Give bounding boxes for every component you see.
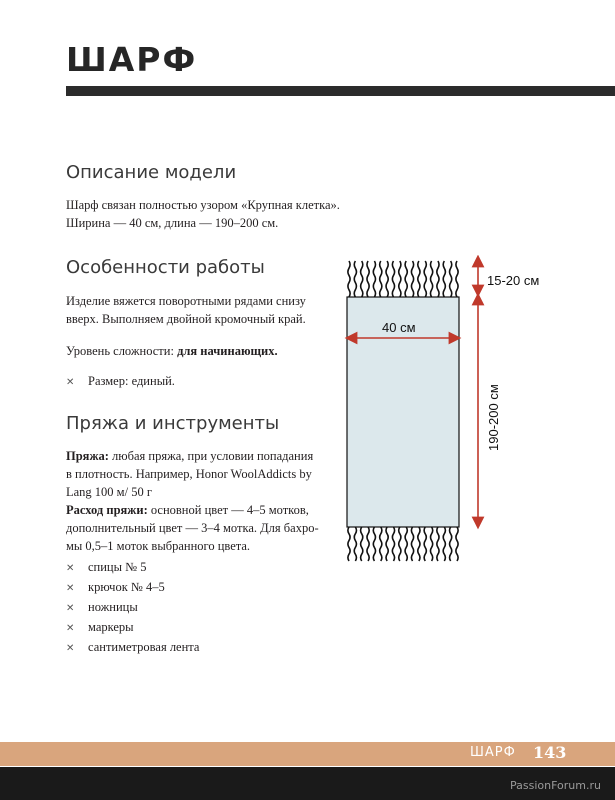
cross-bullet-icon: ✕ — [66, 563, 75, 574]
description-line: Ширина — 40 см, длина — 190–200 см. — [66, 216, 279, 230]
fringe-strand — [456, 261, 458, 297]
fringe-strand — [430, 261, 432, 297]
fringe-strand — [380, 527, 382, 561]
difficulty — [66, 342, 278, 360]
fringe-strand — [424, 261, 426, 297]
fringe-strand — [443, 527, 445, 561]
list-item-text: спицы № 5 — [88, 560, 147, 574]
list-item-text: Размер: единый. — [88, 374, 175, 388]
yarn-line — [66, 447, 356, 465]
yarn-label: Пряжа: — [66, 449, 109, 463]
description-text — [66, 196, 340, 232]
watermark: PassionForum.ru — [510, 779, 601, 792]
fringe-strand — [361, 527, 363, 561]
fringe-strand — [411, 261, 413, 297]
list-item — [66, 372, 175, 392]
fringe-strand — [354, 261, 356, 297]
yarn-text — [66, 447, 356, 555]
list-item-text: сантиметровая лента — [88, 640, 200, 654]
footer-page-number: 143 — [533, 743, 567, 762]
fringe-strand — [450, 527, 452, 561]
fringe-strand — [386, 527, 388, 561]
features-line: Изделие вяжется поворотными рядами снизу — [66, 294, 306, 308]
features-heading: Особенности работы — [66, 257, 265, 278]
scarf-diagram — [335, 255, 555, 575]
list-item — [66, 638, 199, 658]
features-text — [66, 292, 306, 328]
bottom-fringe — [348, 527, 458, 561]
difficulty-value: для начинающих. — [177, 344, 278, 358]
width-measure-label: 40 см — [382, 320, 416, 335]
fringe-strand — [424, 527, 426, 561]
fringe-strand — [399, 261, 401, 297]
cross-bullet-icon: ✕ — [66, 603, 75, 614]
yarn-line: в плотность. Например, Honor WoolAddicts by — [66, 467, 312, 481]
difficulty-label: Уровень сложности: — [66, 344, 174, 358]
fringe-strand — [411, 527, 413, 561]
list-item — [66, 598, 199, 618]
fringe-strand — [450, 261, 452, 297]
fringe-strand — [373, 527, 375, 561]
fringe-strand — [437, 261, 439, 297]
fringe-strand — [392, 261, 394, 297]
list-item — [66, 558, 199, 578]
consumption-line: дополнительный цвет — 3–4 мотка. Для бахро- — [66, 521, 319, 535]
list-item-text: ножницы — [88, 600, 138, 614]
yarn-heading: Пряжа и инструменты — [66, 413, 280, 434]
page-title: ШАРФ — [66, 40, 198, 79]
description-heading: Описание модели — [66, 162, 237, 183]
consumption-line-text: основной цвет — 4–5 мотков, — [150, 503, 309, 517]
yarn-line: Lang 100 м/ 50 г — [66, 485, 152, 499]
yarn-line-text: любая пряжа, при условии попадания — [112, 449, 314, 463]
fringe-strand — [367, 527, 369, 561]
fringe-strand — [430, 527, 432, 561]
fringe-strand — [418, 527, 420, 561]
size-list — [66, 372, 175, 392]
fringe-strand — [373, 261, 375, 297]
consumption-line: мы 0,5–1 моток выбранного цвета. — [66, 539, 251, 553]
description-line: Шарф связан полностью узором «Крупная клетка». — [66, 198, 340, 212]
list-item — [66, 618, 199, 638]
cross-bullet-icon: ✕ — [66, 643, 75, 654]
list-item-text: маркеры — [88, 620, 134, 634]
cross-bullet-icon: ✕ — [66, 377, 75, 388]
fringe-strand — [367, 261, 369, 297]
list-item-text: крючок № 4–5 — [88, 580, 165, 594]
fringe-strand — [456, 527, 458, 561]
cross-bullet-icon: ✕ — [66, 583, 75, 594]
top-fringe — [348, 261, 458, 297]
cross-bullet-icon: ✕ — [66, 623, 75, 634]
fringe-strand — [437, 527, 439, 561]
footer-band — [0, 742, 615, 766]
tools-list — [66, 558, 199, 658]
list-item — [66, 578, 199, 598]
fringe-strand — [386, 261, 388, 297]
fringe-strand — [392, 527, 394, 561]
footer-section-title: ШАРФ — [470, 745, 516, 760]
length-measure-label: 190-200 см — [486, 384, 501, 451]
features-line: вверх. Выполняем двойной кромочный край. — [66, 312, 306, 326]
fringe-strand — [354, 527, 356, 561]
fringe-strand — [443, 261, 445, 297]
fringe-strand — [380, 261, 382, 297]
consumption-line — [66, 501, 356, 519]
fringe-strand — [405, 527, 407, 561]
fringe-strand — [399, 527, 401, 561]
fringe-strand — [405, 261, 407, 297]
fringe-measure-label: 15-20 см — [487, 273, 540, 288]
fringe-strand — [348, 527, 350, 561]
fringe-strand — [348, 261, 350, 297]
title-rule — [66, 86, 615, 96]
consumption-label: Расход пряжи: — [66, 503, 148, 517]
fringe-strand — [418, 261, 420, 297]
fringe-strand — [361, 261, 363, 297]
